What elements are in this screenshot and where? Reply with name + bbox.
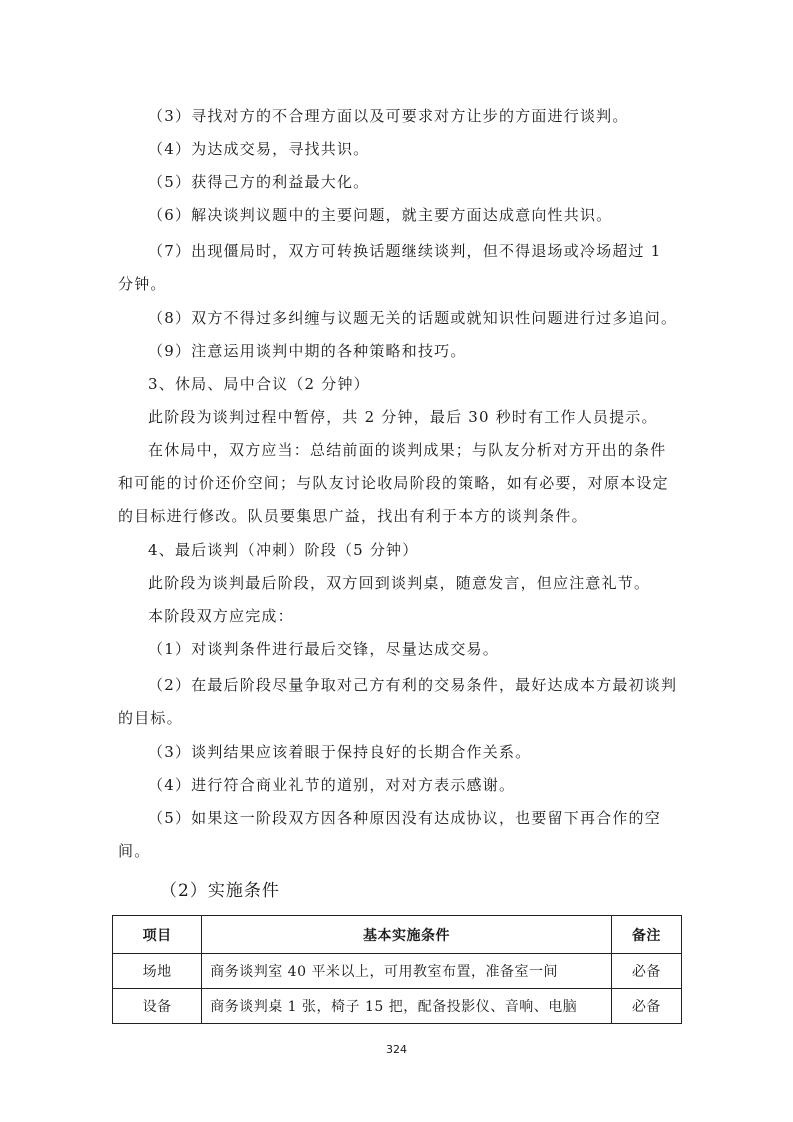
conditions-table: [112, 915, 682, 1024]
subheading-3: 3、休局、局中合议（2 分钟）: [148, 375, 370, 393]
table-row: [113, 989, 682, 1024]
paragraph-15: （4）进行符合商业礼节的道别，对对方表示感谢。: [148, 776, 516, 794]
paragraph-12: （1）对谈判条件进行最后交锋，尽量达成交易。: [148, 640, 499, 658]
paragraph-6: （8）双方不得过多纠缠与议题无关的话题或就知识性问题进行过多追问。: [148, 309, 678, 327]
table-cell: 必备: [611, 989, 681, 1024]
page-number: 324: [386, 1043, 407, 1056]
paragraph-13: （2）在最后阶段尽量争取对己方有利的交易条件，最好达成本方最初谈判的目标。: [118, 676, 678, 727]
paragraph-4: （6）解决谈判议题中的主要问题，就主要方面达成意向性共识。: [148, 206, 613, 224]
table-header-cell: 备注: [611, 916, 681, 954]
section-heading: （2）实施条件: [160, 881, 280, 901]
table-header-cell: 项目: [113, 916, 202, 954]
table-header-row: [113, 916, 682, 954]
table-cell: 场地: [113, 954, 202, 989]
paragraph-8: 此阶段为谈判过程中暂停，共 2 分钟，最后 30 秒时有工作人员提示。: [148, 408, 658, 426]
paragraph-3: （5）获得己方的利益最大化。: [148, 173, 370, 191]
paragraph-2: （4）为达成交易，寻找共识。: [148, 140, 370, 158]
table-row: [113, 954, 682, 989]
table-cell: 设备: [113, 989, 202, 1024]
table-cell: 商务谈判室 40 平米以上，可用教室布置，准备室一间: [202, 954, 612, 989]
paragraph-16: （5）如果这一阶段双方因各种原因没有达成协议，也要留下再合作的空间。: [118, 809, 661, 860]
paragraph-10: 此阶段为谈判最后阶段，双方回到谈判桌，随意发言，但应注意礼节。: [148, 574, 651, 592]
paragraph-7: （9）注意运用谈判中期的各种策略和技巧。: [148, 342, 467, 360]
table-cell: 商务谈判桌 1 张，椅子 15 把，配备投影仪、音响、电脑: [202, 989, 612, 1024]
subheading-4: 4、最后谈判（冲刺）阶段（5 分钟）: [148, 541, 419, 559]
paragraph-14: （3）谈判结果应该着眼于保持良好的长期合作关系。: [148, 743, 532, 761]
paragraph-5: （7）出现僵局时，双方可转换话题继续谈判，但不得退场或冷场超过 1 分钟。: [118, 242, 662, 293]
table-header-cell: 基本实施条件: [202, 916, 612, 954]
paragraph-11: 本阶段双方应完成：: [148, 607, 294, 625]
paragraph-1: （3）寻找对方的不合理方面以及可要求对方让步的方面进行谈判。: [148, 107, 629, 125]
paragraph-9: 在休局中，双方应当：总结前面的谈判成果；与队友分析对方开出的条件和可能的讨价还价空间；与队友讨论收局阶段的策略，如有必要，对原本设定的目标进行修改。队员要集思广益，找出有利于本方的谈判条件。: [118, 441, 669, 525]
table-cell: 必备: [611, 954, 681, 989]
